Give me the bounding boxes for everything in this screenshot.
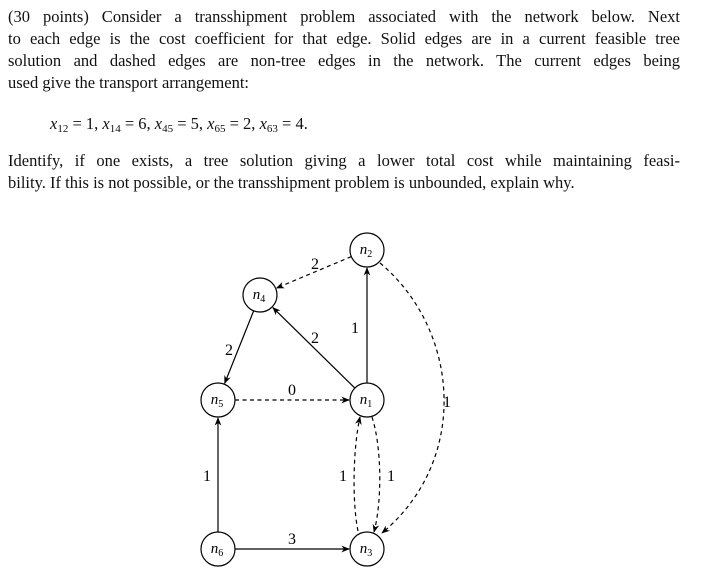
text-line: to each edge is the cost coefficient for that edge. Solid edges are in a current feasible tree: [8, 29, 680, 48]
equation-term: $x_{45} = 5$,: [154, 114, 208, 135]
node-n3: [350, 532, 384, 566]
edge-cost-label: 1: [387, 468, 395, 485]
edge-n3-n1: [354, 417, 360, 531]
node-label: $n_1$: [359, 392, 373, 410]
node-n4: [243, 278, 277, 312]
edge-cost-label: 1: [339, 468, 347, 485]
node-label: $n_2$: [359, 242, 373, 260]
edge-cost-label: 1: [443, 394, 451, 411]
node-n1: [350, 383, 384, 417]
edge-cost-label: 0: [288, 382, 296, 399]
edge-n2-n3: [380, 263, 444, 533]
node-label: $n_3$: [359, 541, 373, 559]
edge-n1-n4: [273, 308, 355, 388]
node-n2: [350, 233, 384, 267]
text-line: Identify, if one exists, a tree solution giving a lower total cost while maintaining feasi-: [8, 151, 680, 170]
equation-term: $x_{63} = 4$.: [259, 114, 308, 135]
edge-cost-label: 2: [311, 256, 319, 273]
edge-n1-n3: [372, 417, 380, 532]
text-line: bility. If this is not possible, or the transshipment problem is unbounded, explain why.: [8, 173, 575, 192]
equation-term: $x_{65} = 2$,: [207, 114, 260, 135]
equation-term: $x_{14} = 6$,: [102, 114, 155, 135]
text-line: used give the transport arrangement:: [8, 73, 249, 92]
edge-cost-label: 1: [203, 468, 211, 485]
edge-cost-label: 2: [225, 342, 233, 359]
node-n5: [201, 383, 235, 417]
edge-cost-label: 1: [351, 320, 359, 337]
node-label: $n_5$: [210, 392, 224, 410]
equation-term: $x_{12} = 1$,: [50, 114, 103, 135]
edge-cost-label: 2: [311, 330, 319, 347]
node-label: $n_4$: [252, 287, 266, 305]
edge-cost-label: 3: [288, 531, 296, 548]
text-line: (30 points) Consider a transshipment problem associated with the network below. Next: [8, 7, 680, 26]
text-line: solution and dashed edges are non-tree edges in the network. The current edges being: [8, 51, 680, 70]
node-n6: [201, 532, 235, 566]
node-label: $n_6$: [210, 541, 224, 559]
